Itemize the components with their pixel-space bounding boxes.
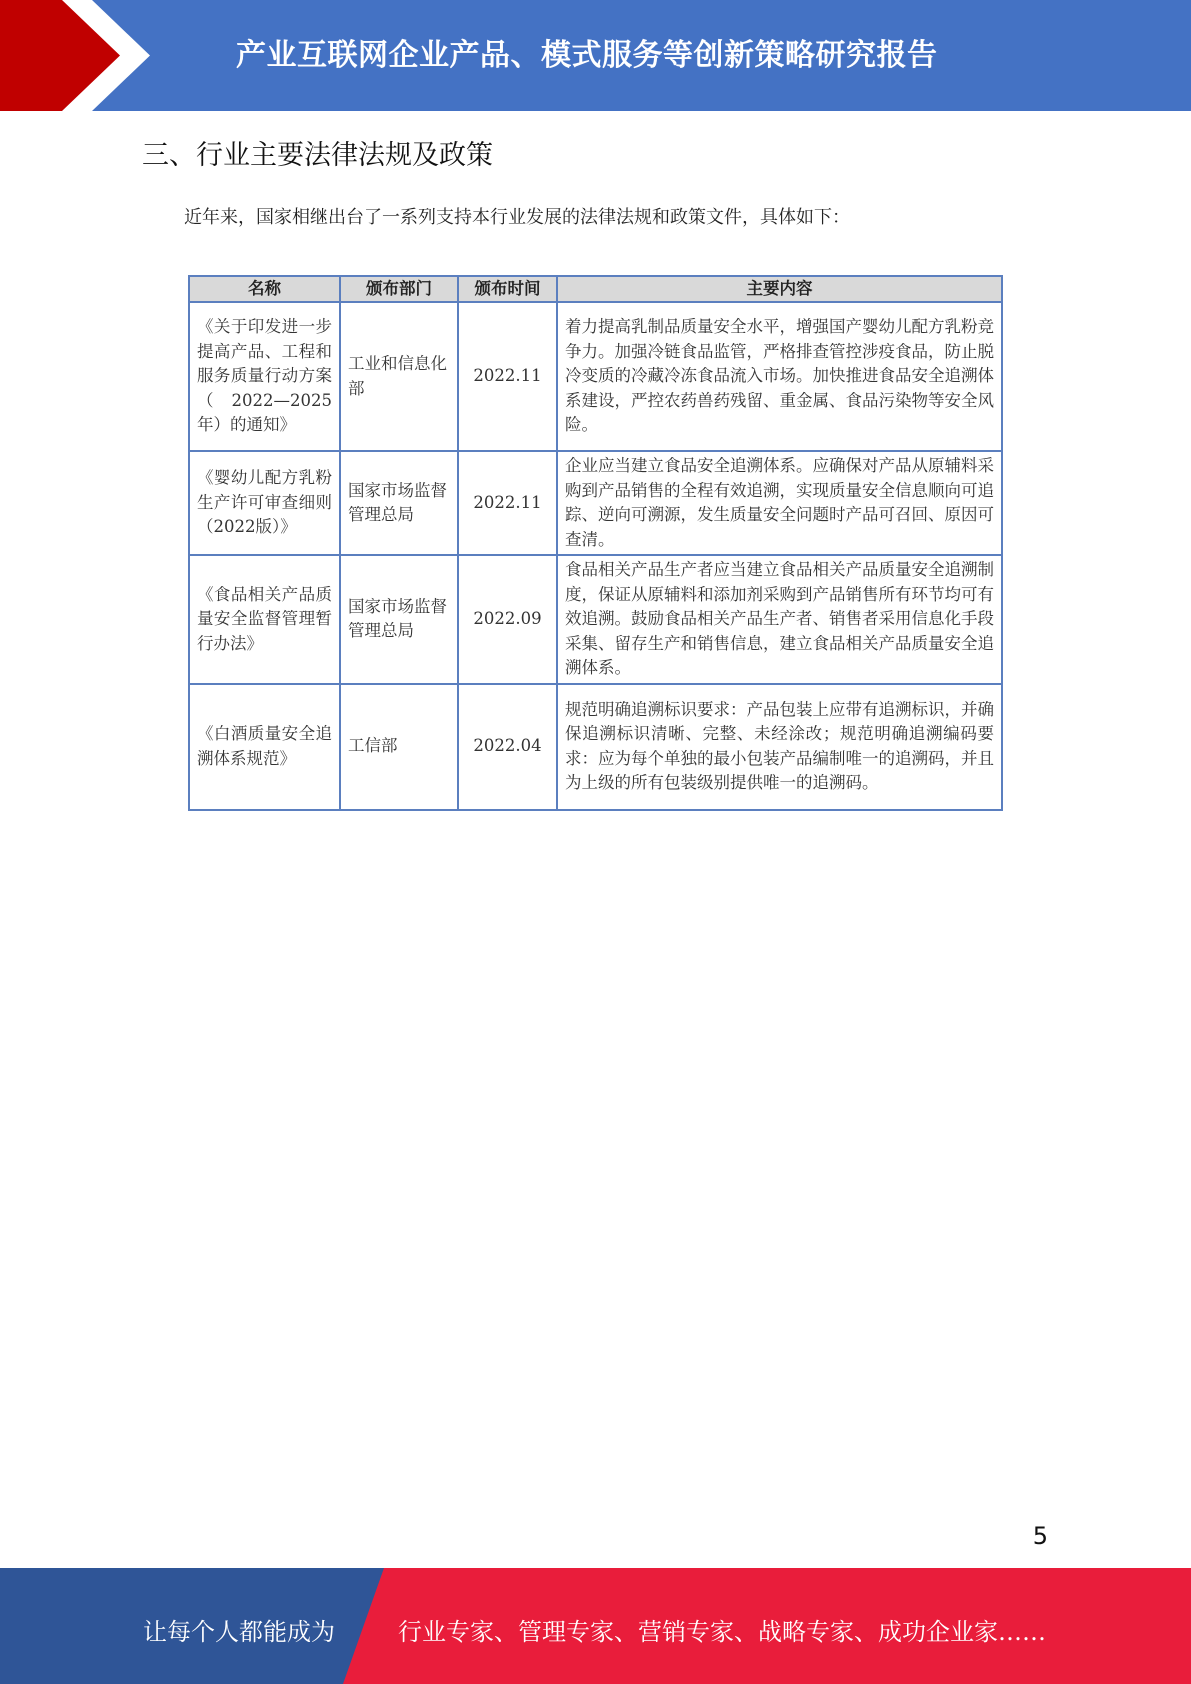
policy-date: 2022.09: [458, 555, 557, 684]
table-header-row: [189, 276, 1002, 302]
policy-date: 2022.11: [458, 302, 557, 451]
table-row: [189, 451, 1002, 555]
policy-name: 《白酒质量安全追溯体系规范》: [189, 684, 340, 810]
policy-table: [188, 275, 1003, 811]
footer-band: [0, 1568, 1191, 1684]
policy-content: 企业应当建立食品安全追溯体系。应确保对产品从原辅料采购到产品销售的全程有效追溯，实现质量安全信息顺向可追踪、逆向可溯源，发生质量安全问题时产品可召回、原因可查清。: [557, 451, 1002, 555]
policy-content: 食品相关产品生产者应当建立食品相关产品质量安全追溯制度，保证从原辅料和添加剂采购到产品销售所有环节均可有效追溯。鼓励食品相关产品生产者、销售者采用信息化手段采集、留存生产和销售信息，建立食品相关产品质量安全追溯体系。: [557, 555, 1002, 684]
policy-department: 工信部: [340, 684, 458, 810]
table-row: [189, 302, 1002, 451]
policy-date: 2022.11: [458, 451, 557, 555]
policy-content: 规范明确追溯标识要求：产品包装上应带有追溯标识，并确保追溯标识清晰、完整、未经涂改；规范明确追溯编码要求：应为每个单独的最小包装产品编制唯一的追溯码，并且为上级的所有包装级别提供唯一的追溯码。: [557, 684, 1002, 810]
policy-date: 2022.04: [458, 684, 557, 810]
column-header-name: 名称: [189, 276, 340, 302]
policy-department: 国家市场监督管理总局: [340, 555, 458, 684]
column-header-department: 颁布部门: [340, 276, 458, 302]
report-title: 产业互联网企业产品、模式服务等创新策略研究报告: [236, 38, 938, 73]
table-row: [189, 555, 1002, 684]
column-header-date: 颁布时间: [458, 276, 557, 302]
policy-name: 《食品相关产品质量安全监督管理暂行办法》: [189, 555, 340, 684]
header-band: [0, 0, 1191, 111]
header-chevron-decoration: [0, 0, 150, 111]
footer-slogan-left: 让每个人都能成为: [143, 1618, 335, 1646]
policy-department: 国家市场监督管理总局: [340, 451, 458, 555]
intro-paragraph: 近年来，国家相继出台了一系列支持本行业发展的法律法规和政策文件，具体如下：: [184, 207, 850, 228]
section-heading: 三、行业主要法律法规及政策: [142, 140, 493, 171]
policy-department: 工业和信息化部: [340, 302, 458, 451]
column-header-content: 主要内容: [557, 276, 1002, 302]
policy-name: 《婴幼儿配方乳粉生产许可审查细则（2022版）》: [189, 451, 340, 555]
table-row: [189, 684, 1002, 810]
page-number: 5: [1032, 1522, 1048, 1550]
footer-slogan-right: 行业专家、管理专家、营销专家、战略专家、成功企业家……: [398, 1618, 1046, 1646]
policy-content: 着力提高乳制品质量安全水平，增强国产婴幼儿配方乳粉竞争力。加强冷链食品监管，严格排查管控涉疫食品，防止脱冷变质的冷藏冷冻食品流入市场。加快推进食品安全追溯体系建设，严控农药兽药残留、重金属、食品污染物等安全风险。: [557, 302, 1002, 451]
policy-name: 《关于印发进一步提高产品、工程和服务质量行动方案（2022—2025年）的通知》: [189, 302, 340, 451]
